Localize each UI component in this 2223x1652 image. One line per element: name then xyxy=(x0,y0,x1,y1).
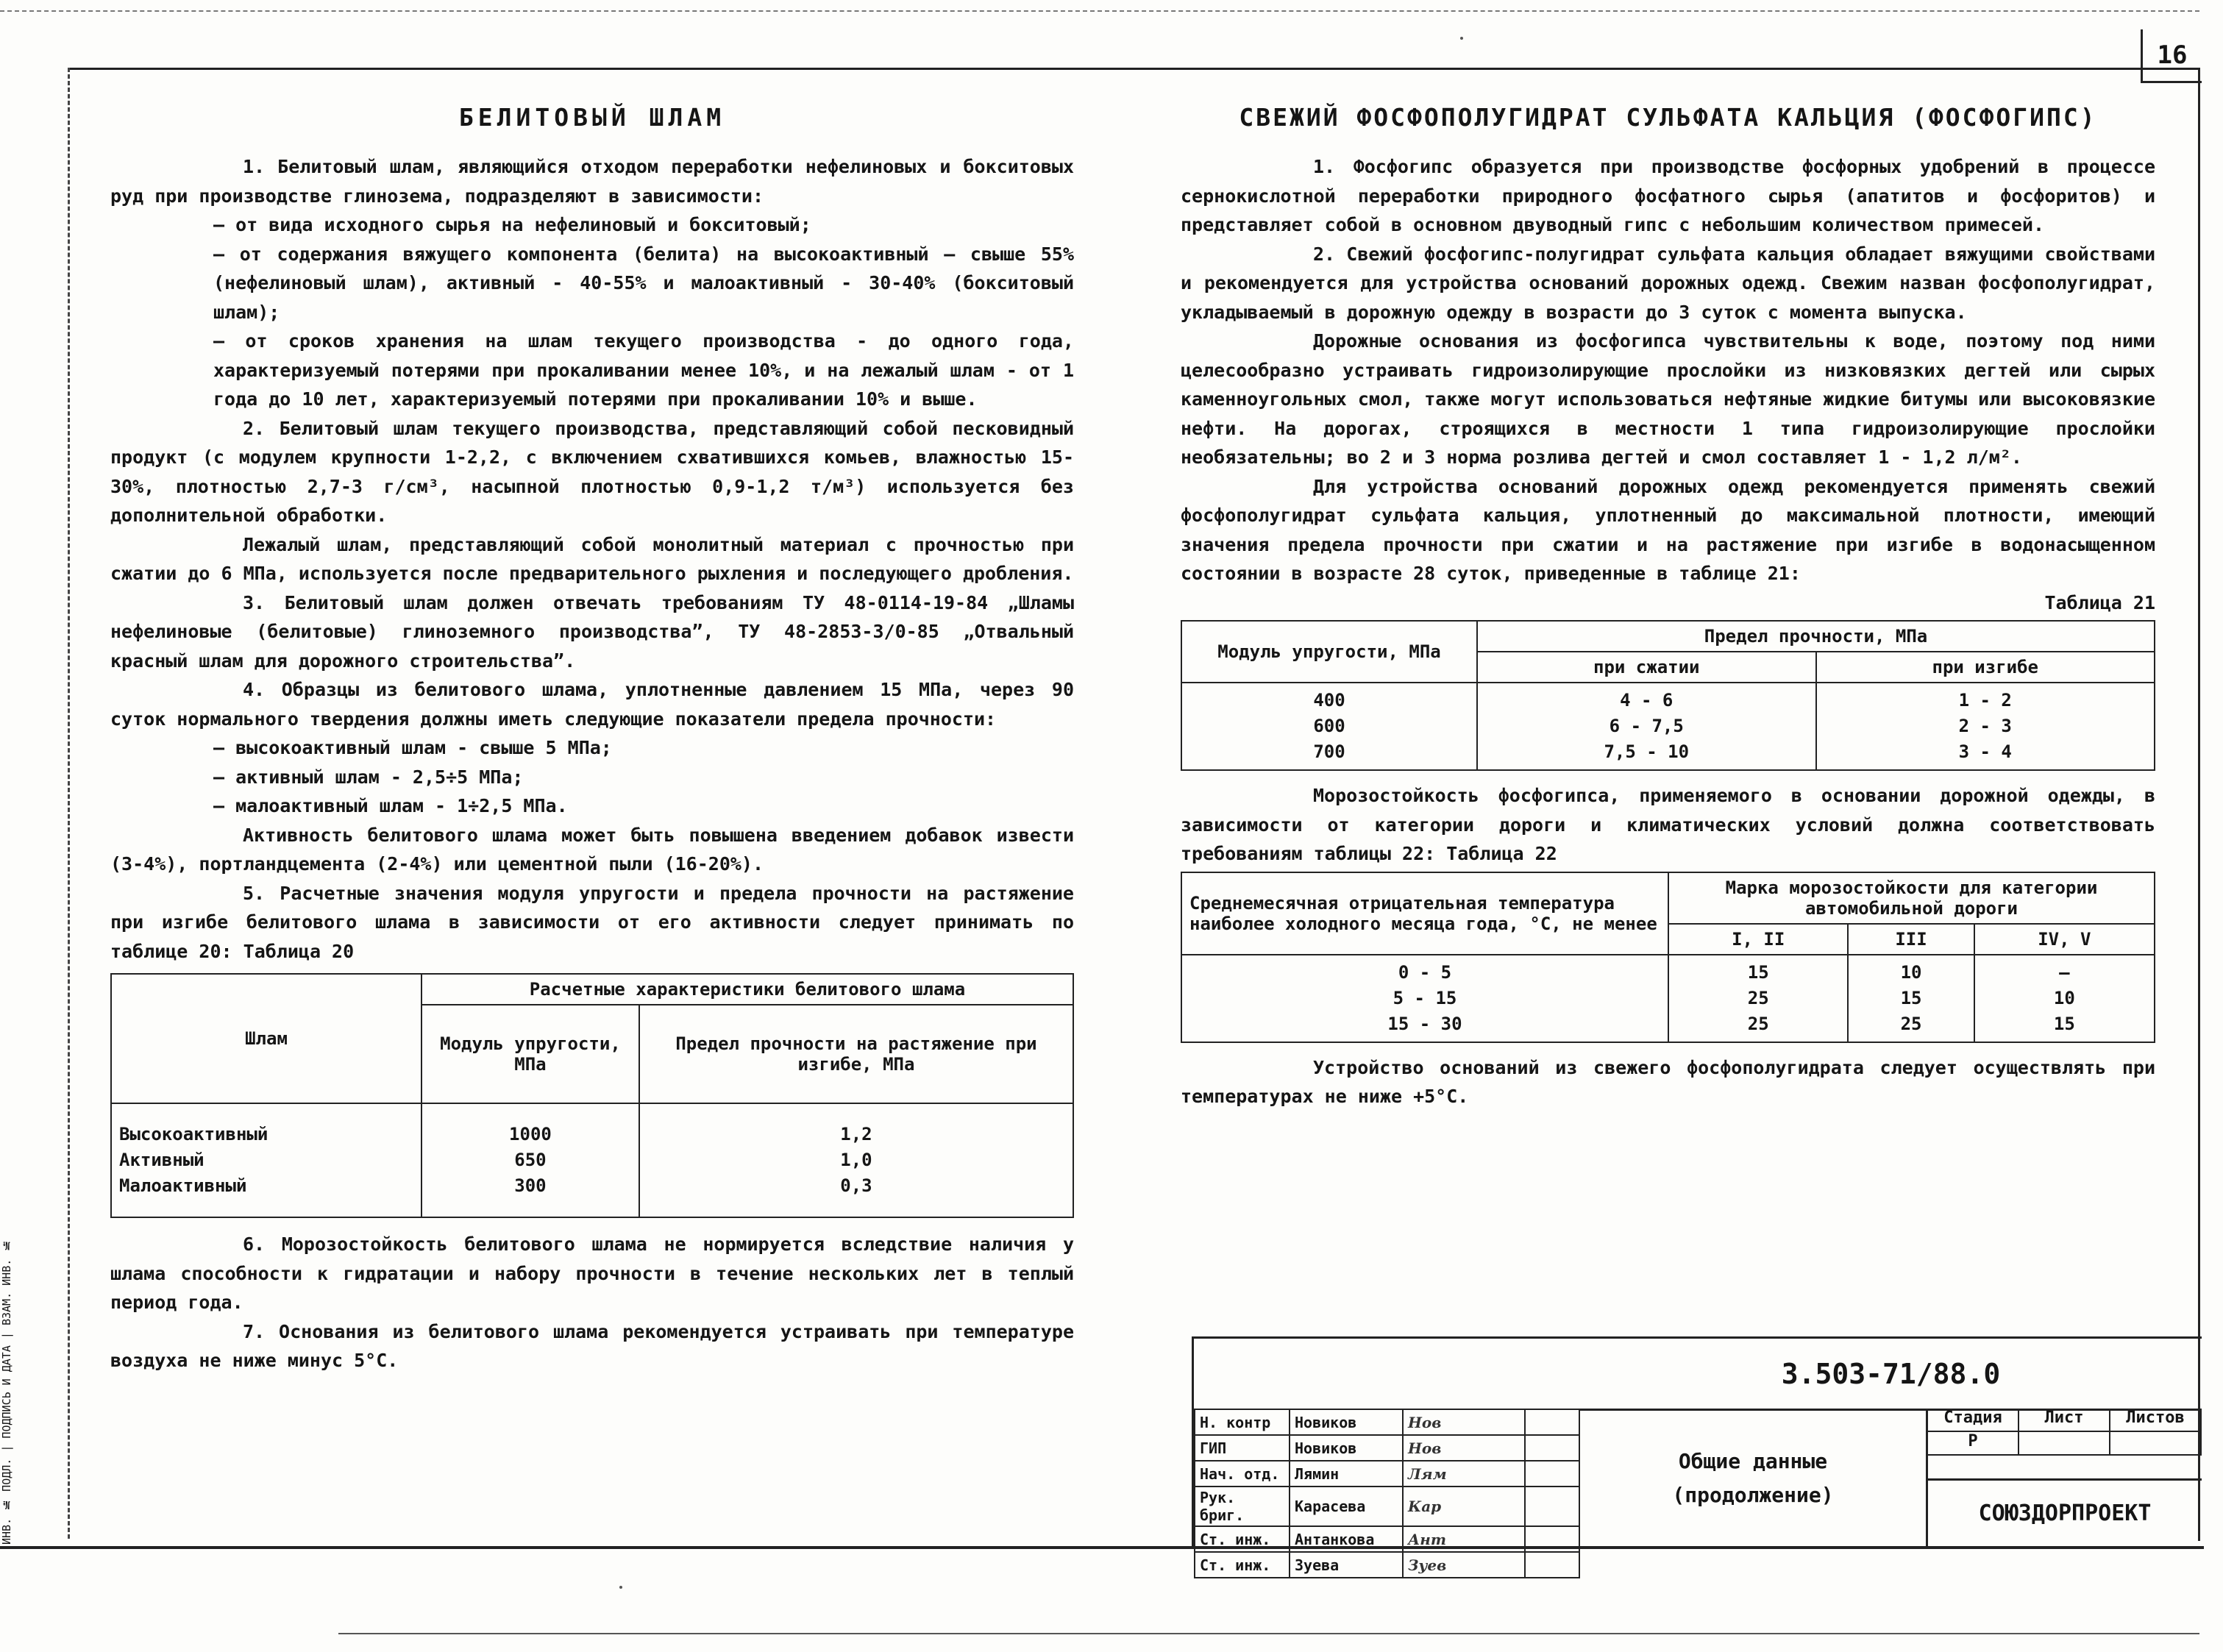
left-paragraphs xyxy=(110,152,1074,879)
table-22-cell: 10 xyxy=(1900,961,1922,983)
table-20 xyxy=(110,973,1074,1218)
signature-row xyxy=(1195,1487,1579,1526)
table-22-cell: 15 xyxy=(1900,987,1922,1008)
table-20-cell: 300 xyxy=(514,1175,547,1196)
table-20-header-strength: Предел прочности на растяжение при изгибе, МПа xyxy=(639,1005,1073,1103)
left-paragraph: 4. Образцы из белитового шлама, уплотненные давлением 15 МПа, через 90 суток нормального твердения должны иметь следующие показатели предела прочности: xyxy=(110,679,1074,730)
signature-role: Ст. инж. xyxy=(1195,1552,1290,1578)
table-22-cell: 10 xyxy=(2053,987,2075,1008)
signature-name: Новиков xyxy=(1290,1435,1403,1461)
right-section-title: СВЕЖИЙ ФОСФОПОЛУГИДРАТ СУЛЬФАТА КАЛЬЦИЯ (ФОСФОГИПС) xyxy=(1239,103,2097,132)
signature-role: Рук. бриг. xyxy=(1195,1487,1290,1526)
stage-value-row xyxy=(1928,1432,2202,1456)
table-20-cell: 0,3 xyxy=(840,1175,872,1196)
table-21-cell: 400 xyxy=(1313,690,1345,711)
left-paragraph: — активный шлам - 2,5÷5 МПа; xyxy=(213,766,524,788)
right-paragraph: Для устройства оснований дорожных одежд рекомендуется применять свежий фосфополугидрат сульфата кальция, уплотненный до максимальной плотности, имеющий значения предела прочности при сжатии и на растяжение при изгибе в водонасыщенном состоянии в возрасте 28 суток, приведенные в таблице 21: xyxy=(1181,475,2155,584)
left-section-title: БЕЛИТОВЫЙ ШЛАМ xyxy=(458,103,726,132)
stage-box xyxy=(1928,1409,2202,1481)
signature-row xyxy=(1195,1435,1579,1461)
table-21-modulus-values xyxy=(1181,683,1477,770)
table-21-cell: 2 - 3 xyxy=(1958,716,2012,736)
signature-row xyxy=(1195,1526,1579,1552)
scan-edge-bottom xyxy=(338,1633,2199,1634)
page-number: 16 xyxy=(2141,29,2202,83)
left-paragraph: Лежалый шлам, представляющий собой монолитный материал с прочностью при сжатии до 6 МПа, используется после предварительного рыхления и последующего дробления. xyxy=(110,533,1074,584)
sheet-frame-left xyxy=(68,68,70,1539)
signature-date xyxy=(1525,1526,1579,1552)
table-21-caption: Таблица 21 xyxy=(2044,591,2155,613)
document-code: 3.503-71/88.0 xyxy=(1580,1339,2202,1411)
signature-date xyxy=(1525,1552,1579,1578)
final-paragraph: Устройство оснований из свежего фосфополугидрата следует осуществлять при температурах не ниже +5°С. xyxy=(1181,1056,2155,1107)
signature-row xyxy=(1195,1409,1579,1435)
signature-mark: Лям xyxy=(1403,1461,1525,1487)
table-22-cat-1-values xyxy=(1668,955,1848,1042)
title-block-signatures xyxy=(1194,1409,1580,1578)
table-22-cell: 5 - 15 xyxy=(1393,987,1457,1008)
table-20-cell: 650 xyxy=(514,1150,547,1170)
table-22-cell: 15 xyxy=(1747,961,1769,983)
signature-mark: Ант xyxy=(1403,1526,1525,1552)
table-22-cell: 25 xyxy=(1747,1013,1769,1034)
table-21-cell: 3 - 4 xyxy=(1958,741,2012,762)
signature-role: Нач. отд. xyxy=(1195,1461,1290,1487)
left-paragraph: — от вида исходного сырья на нефелиновый и бокситовый; xyxy=(213,214,811,235)
paragraph-5-text: 5. Расчетные значения модуля упругости и предела прочности на растяжение при изгибе белитового шлама в зависимости от его активности следует принимать по таблице 20: xyxy=(110,882,1074,962)
table-21-cell: 7,5 - 10 xyxy=(1604,741,1690,762)
table-22 xyxy=(1181,872,2155,1043)
table-21-header-compression: при сжатии xyxy=(1477,652,1816,683)
right-paragraph: Дорожные основания из фосфогипса чувствительны к воде, поэтому под ними целесообразно устраивать гидроизолирующие прослойки из низковязких дегтей или сырых каменноугольных смол, также могут использоваться нефтяные жидкие битумы или высоковязкие нефти. На дорогах, строящихся в местности 1 типа гидроизолирующие прослойки необязательны; во 2 и 3 норма розлива дегтей и смол составляет 1 - 1,2 л/м². xyxy=(1181,330,2155,468)
signature-row xyxy=(1195,1461,1579,1487)
table-22-header-cat-3: IV, V xyxy=(1974,924,2155,955)
left-paragraph: 3. Белитовый шлам должен отвечать требованиям ТУ 48-0114-19-84 „Шламы нефелиновые (белитовые) глиноземного производства”, ТУ 48-2853-3/0-85 „Отвальный красный шлам для дорожного строительства”. xyxy=(110,591,1074,672)
table-22-temperature-values xyxy=(1181,955,1668,1042)
table-22-header-cat-2: III xyxy=(1848,924,1974,955)
table-22-cat-2-values xyxy=(1848,955,1974,1042)
frost-paragraph xyxy=(1181,781,2155,869)
table-20-sludge-names xyxy=(111,1103,422,1217)
signature-date xyxy=(1525,1409,1579,1435)
table-21 xyxy=(1181,620,2155,771)
scan-speck xyxy=(1460,37,1463,40)
signature-role: Ст. инж. xyxy=(1195,1526,1290,1552)
frost-paragraph-text: Морозостойкость фосфогипса, применяемого в основании дорожной одежды, в зависимости от категории дороги и климатических условий должна соответствовать требованиям таблицы 22: xyxy=(1181,785,2155,864)
table-22-cell: 25 xyxy=(1900,1013,1922,1034)
table-22-header-cat-1: I, II xyxy=(1668,924,1848,955)
table-22-header-temperature: Среднемесячная отрицательная температура наиболее холодного месяца года, °С, не менее xyxy=(1181,872,1668,955)
signature-mark: Зуев xyxy=(1403,1552,1525,1578)
table-20-cell: 1,0 xyxy=(840,1150,872,1170)
table-20-strength-values xyxy=(639,1103,1073,1217)
table-22-cell: 15 xyxy=(2053,1013,2075,1034)
signature-role: ГИП xyxy=(1195,1435,1290,1461)
document-name xyxy=(1580,1409,1928,1548)
left-paragraph: — малоактивный шлам - 1÷2,5 МПа. xyxy=(213,795,568,816)
table-22-caption: Таблица 22 xyxy=(1446,843,1557,864)
table-21-header-bending: при изгибе xyxy=(1816,652,2155,683)
signature-name: Новиков xyxy=(1290,1409,1403,1435)
sheets-header: Листов xyxy=(2110,1409,2202,1431)
table-21-header-modulus: Модуль упругости, МПа xyxy=(1181,621,1477,683)
table-22-cell: — xyxy=(2059,961,2070,983)
signature-name: Лямин xyxy=(1290,1461,1403,1487)
signature-date xyxy=(1525,1435,1579,1461)
signature-date xyxy=(1525,1487,1579,1526)
left-paragraph: — от сроков хранения на шлам текущего производства - до одного года, характеризуемый потерями при прокаливании менее 10%, и на лежалый шлам - от 1 года до 10 лет, характеризуемый потерями при прокаливании 10% и выше. xyxy=(213,330,1074,410)
table-22-cell: 25 xyxy=(1747,987,1769,1008)
right-paragraph: 2. Свежий фосфогипс-полугидрат сульфата кальция обладает вяжущими свойствами и рекомендуется для устройства оснований дорожных одежд. Свежим назван фосфополугидрат, укладываемый в дорожную одежду в возрасти до 3 суток с момента выпуска. xyxy=(1181,243,2155,323)
signature-name: Карасева xyxy=(1290,1487,1403,1526)
table-22-header-group: Марка морозостойкости для категории автомобильной дороги xyxy=(1668,872,2155,924)
signature-row xyxy=(1195,1552,1579,1578)
scan-speck xyxy=(619,1586,622,1589)
table-21-cell: 1 - 2 xyxy=(1958,690,2012,711)
table-21-header-group: Предел прочности, МПа xyxy=(1477,621,2155,652)
sheets-value xyxy=(2110,1432,2202,1454)
table-20-caption: Таблица 20 xyxy=(243,940,355,962)
table-20-header-sludge: Шлам xyxy=(111,974,422,1103)
signature-role: Н. контр xyxy=(1195,1409,1290,1435)
table-20-header-modulus: Модуль упругости, МПа xyxy=(422,1005,639,1103)
paragraph-5 xyxy=(110,879,1074,966)
table-22-cell: 0 - 5 xyxy=(1398,961,1452,983)
table-21-compression-values xyxy=(1477,683,1816,770)
table-20-cell: 1000 xyxy=(509,1124,552,1144)
table-20-cell: Малоактивный xyxy=(119,1175,247,1196)
table-22-cat-3-values xyxy=(1974,955,2155,1042)
side-archive-stamp: ИНВ. № ПОДЛ. | ПОДПИСЬ И ДАТА | ВЗАМ. ИНВ. № xyxy=(0,1239,13,1545)
table-20-cell: Активный xyxy=(119,1150,204,1170)
table-20-cell: Высокоактивный xyxy=(119,1124,268,1144)
left-paragraph: Активность белитового шлама может быть повышена введением добавок извести (3-4%), портландцемента (2-4%) или цементной пыли (16-20%). xyxy=(110,824,1074,875)
signature-mark: Кар xyxy=(1403,1487,1525,1526)
right-column xyxy=(1181,103,2155,1111)
sheet-value xyxy=(2019,1432,2110,1454)
left-paragraph: 1. Белитовый шлам, являющийся отходом переработки нефелиновых и бокситовых руд при производстве глинозема, подразделяют в зависимости: xyxy=(110,156,1074,207)
signature-name: Антанкова xyxy=(1290,1526,1403,1552)
table-21-cell: 700 xyxy=(1313,741,1345,762)
stage-header-row xyxy=(1928,1409,2202,1432)
left-paragraph: — от содержания вяжущего компонента (белита) на высокоактивный — свыше 55% (нефелиновый шлам), активный - 40-55% и малоактивный - 30-40% (бокситовый шлам); xyxy=(213,243,1074,323)
table-21-cell: 4 - 6 xyxy=(1620,690,1674,711)
paragraph-6: 6. Морозостойкость белитового шлама не нормируется вследствие наличия у шлама способности к гидратации и набору прочности в течение нескольких лет в теплый период года. xyxy=(110,1233,1074,1313)
signature-date xyxy=(1525,1461,1579,1487)
table-20-modulus-values xyxy=(422,1103,639,1217)
table-21-cell: 600 xyxy=(1313,716,1345,736)
signature-name: Зуева xyxy=(1290,1552,1403,1578)
table-21-cell: 6 - 7,5 xyxy=(1609,716,1684,736)
left-paragraph: — высокоактивный шлам - свыше 5 МПа; xyxy=(213,737,612,758)
stage-header: Стадия xyxy=(1928,1409,2019,1431)
table-20-header-group: Расчетные характеристики белитового шлама xyxy=(422,974,1073,1005)
left-column xyxy=(110,103,1074,1375)
table-20-cell: 1,2 xyxy=(840,1124,872,1144)
left-paragraph: 2. Белитовый шлам текущего производства, представляющий собой песковидный продукт (с модулем крупности 1-2,2, с включением схватившихся комьев, влажностью 15-30%, плотностью 2,7-3 г/см³, насыпной плотностью 0,9-1,2 т/м³) используется без дополнительной обработки. xyxy=(110,417,1074,526)
document-name-line-2: (продолжение) xyxy=(1672,1483,1834,1507)
paragraph-7: 7. Основания из белитового шлама рекомендуется устраивать при температуре воздуха не ниже минус 5°С. xyxy=(110,1320,1074,1371)
table-22-cell: 15 - 30 xyxy=(1387,1013,1462,1034)
right-paragraph: 1. Фосфогипс образуется при производстве фосфорных удобрений в процессе сернокислотной переработки природного фосфатного сырья (апатитов и фосфоритов) и представляет собой в основном двуводный гипс с небольшим количеством примесей. xyxy=(1181,156,2155,235)
sheet-header: Лист xyxy=(2019,1409,2110,1431)
table-21-bending-values xyxy=(1816,683,2155,770)
signature-mark: Нов xyxy=(1403,1435,1525,1461)
document-name-line-1: Общие данные xyxy=(1678,1449,1828,1473)
stage-value: Р xyxy=(1928,1432,2019,1454)
signature-mark: Нов xyxy=(1403,1409,1525,1435)
organization-name: СОЮЗДОРПРОЕКТ xyxy=(1978,1500,2152,1526)
scan-edge-top xyxy=(0,10,2199,12)
title-block xyxy=(1192,1336,2202,1574)
